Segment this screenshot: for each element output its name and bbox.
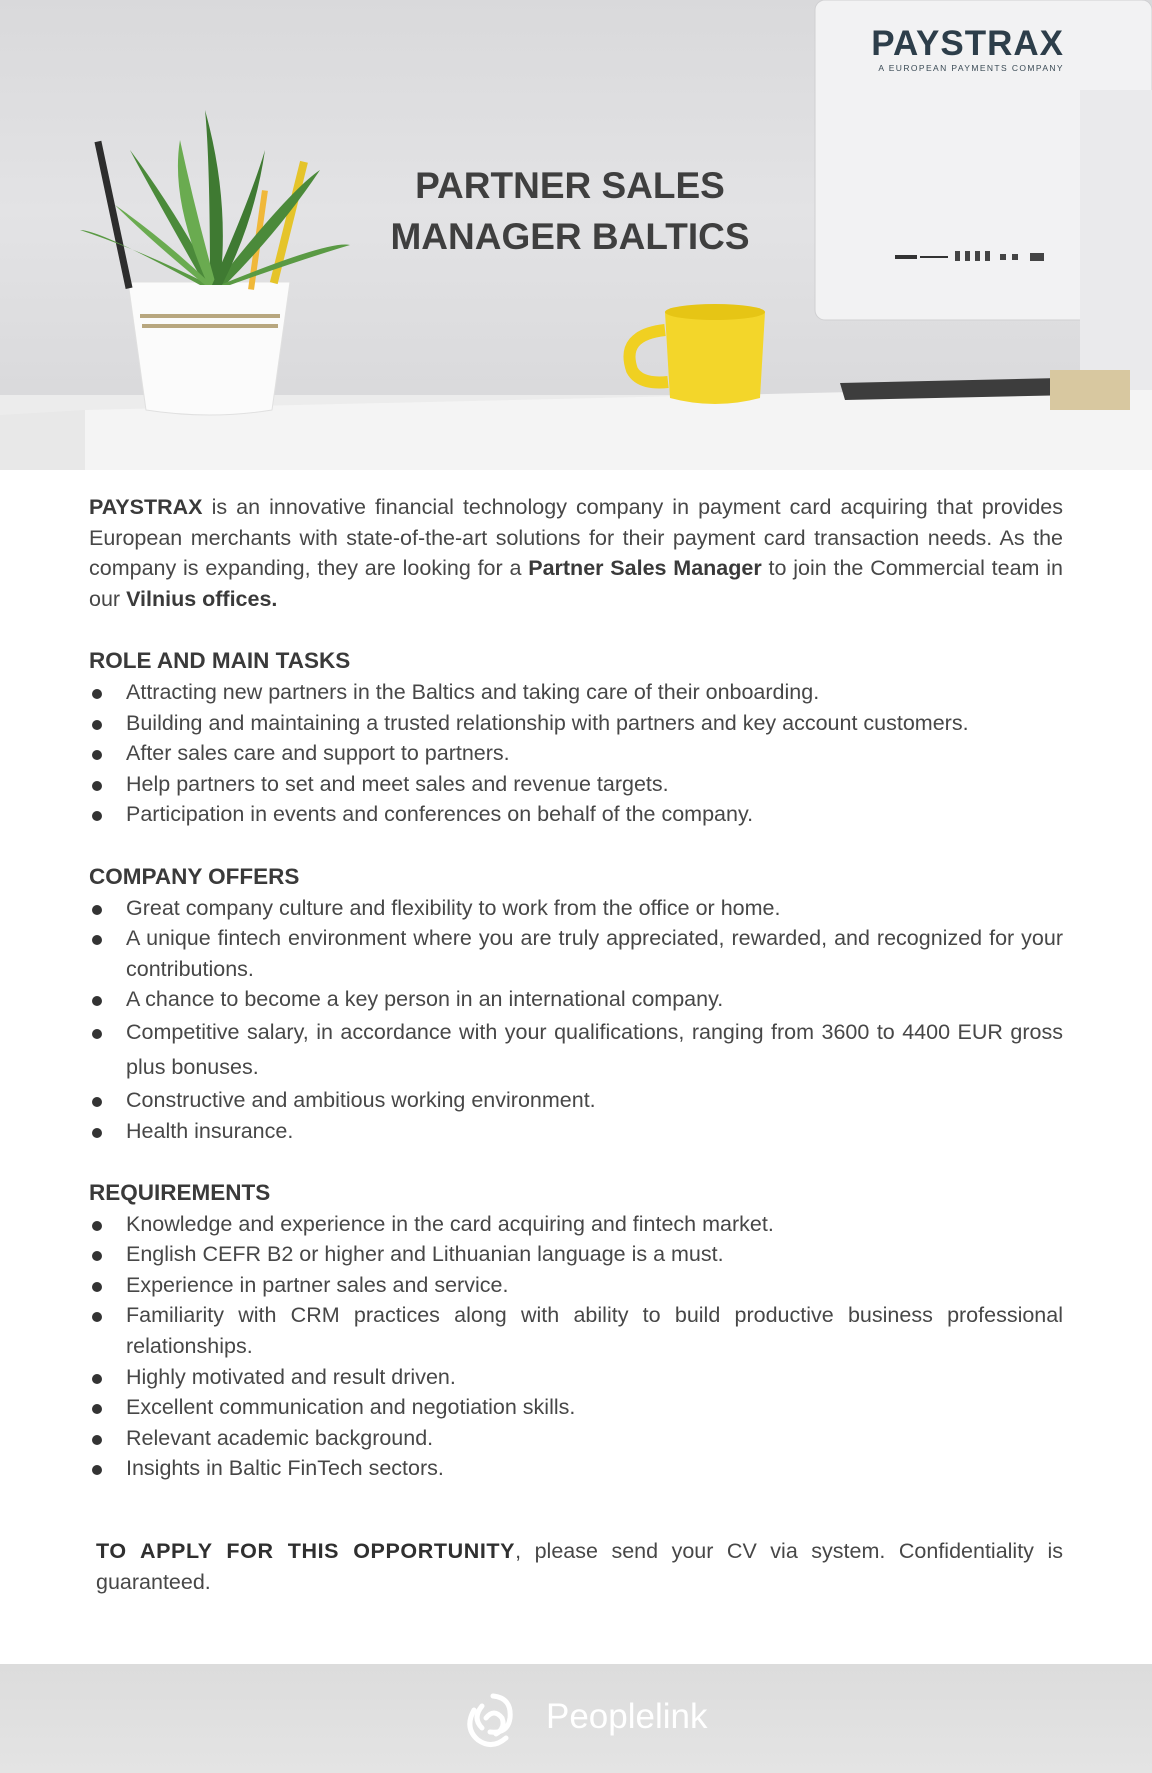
bullet-dot-icon [92, 1404, 102, 1414]
footer-banner [0, 1664, 1152, 1773]
list-item-text: Great company culture and flexibility to work from the office or home. [126, 895, 781, 920]
apply-paragraph [96, 1536, 1063, 1597]
list-item [89, 893, 1063, 924]
apply-lead: TO APPLY FOR THIS OPPORTUNITY [96, 1539, 516, 1564]
list-item-text: Insights in Baltic FinTech sectors. [126, 1456, 444, 1481]
role-list [89, 677, 1063, 830]
list-item [89, 708, 1063, 739]
bullet-dot-icon [92, 1097, 102, 1107]
list-item [89, 1300, 1063, 1361]
list-item-text: Attracting new partners in the Baltics and taking care of their onboarding. [126, 679, 820, 704]
list-item-text: After sales care and support to partners. [126, 741, 510, 766]
bullet-dot-icon [92, 935, 102, 945]
list-item [89, 799, 1063, 830]
offers-list [89, 893, 1063, 1147]
list-item [89, 1015, 1063, 1085]
intro-text-2: to join the Commercial team in our [89, 556, 1063, 611]
job-description [89, 492, 1063, 1597]
list-item-text: A chance to become a key person in an international company. [126, 987, 724, 1012]
list-item-text: A unique fintech environment where you are truly appreciated, rewarded, and recognized for your contributions. [126, 926, 1063, 981]
bullet-dot-icon [92, 1312, 102, 1322]
bullet-dot-icon [92, 750, 102, 760]
list-item-text: Experience in partner sales and service. [126, 1272, 509, 1297]
bullet-dot-icon [92, 1128, 102, 1138]
bullet-dot-icon [92, 1374, 102, 1384]
requirements-list [89, 1209, 1063, 1484]
list-item-text: Help partners to set and meet sales and revenue targets. [126, 771, 669, 796]
bullet-dot-icon [92, 689, 102, 699]
list-item-text: Competitive salary, in accordance with your qualifications, ranging from 3600 to 4400 EUR gross plus bonuses. [126, 1019, 1063, 1079]
section-title-requirements: REQUIREMENTS [89, 1180, 271, 1206]
apply-text: , please send your CV via system. Confidentiality is guaranteed. [96, 1539, 1063, 1594]
list-item-text: Excellent communication and negotiation skills. [126, 1395, 576, 1420]
list-item [89, 1116, 1063, 1147]
job-title-line-1: PARTNER SALES [415, 165, 725, 206]
bullet-dot-icon [92, 720, 102, 730]
bullet-dot-icon [92, 1465, 102, 1475]
hero-banner [0, 0, 1152, 470]
list-item [89, 1423, 1063, 1454]
intro-role: Partner Sales Manager [528, 556, 762, 581]
bullet-dot-icon [92, 996, 102, 1006]
list-item-text: Building and maintaining a trusted relationship with partners and key account customers. [126, 710, 969, 735]
list-item [89, 984, 1063, 1015]
list-item-text: Familiarity with CRM practices along with ability to build productive business professional relationships. [126, 1303, 1063, 1359]
paystrax-logo [871, 26, 1064, 73]
list-item [89, 1085, 1063, 1116]
bullet-dot-icon [92, 1029, 102, 1039]
list-item-text: Participation in events and conferences on behalf of the company. [126, 802, 754, 827]
list-item-text: Constructive and ambitious working environment. [126, 1087, 596, 1112]
intro-paragraph [89, 492, 1063, 614]
bullet-dot-icon [92, 1221, 102, 1231]
list-item-text: English CEFR B2 or higher and Lithuanian language is a must. [126, 1242, 724, 1267]
list-item-text: Knowledge and experience in the card acquiring and fintech market. [126, 1211, 774, 1236]
section-title-role: ROLE AND MAIN TASKS [89, 648, 351, 674]
list-item [89, 1392, 1063, 1423]
bullet-dot-icon [92, 1251, 102, 1261]
list-item [89, 769, 1063, 800]
list-item [89, 1209, 1063, 1240]
peoplelink-swirl-icon [460, 1688, 526, 1754]
list-item [89, 738, 1063, 769]
list-item [89, 1453, 1063, 1484]
bullet-dot-icon [92, 1282, 102, 1292]
intro-location: Vilnius offices. [126, 586, 278, 611]
list-item-text: Relevant academic background. [126, 1425, 434, 1450]
list-item-text: Health insurance. [126, 1118, 294, 1143]
list-item [89, 923, 1063, 984]
list-item [89, 1270, 1063, 1301]
list-item [89, 677, 1063, 708]
bullet-dot-icon [92, 905, 102, 915]
bullet-dot-icon [92, 811, 102, 821]
peoplelink-wordmark: Peoplelink [546, 1697, 708, 1736]
section-title-offers: COMPANY OFFERS [89, 863, 300, 889]
intro-text-1: is an innovative financial technology company in payment card acquiring that provides European merchants with state-of-the-art solutions for their payment card transaction needs. As the company is expanding, they are looking for a [89, 495, 1063, 581]
list-item-text: Highly motivated and result driven. [126, 1364, 456, 1389]
bullet-dot-icon [92, 781, 102, 791]
intro-company: PAYSTRAX [89, 495, 203, 519]
job-title [340, 160, 800, 262]
logo-wordmark: PAYSTRAX [871, 24, 1064, 63]
list-item [89, 1239, 1063, 1270]
list-item [89, 1362, 1063, 1393]
job-title-line-2: MANAGER BALTICS [390, 216, 750, 257]
bullet-dot-icon [92, 1435, 102, 1445]
logo-tagline: A EUROPEAN PAYMENTS COMPANY [878, 63, 1064, 73]
